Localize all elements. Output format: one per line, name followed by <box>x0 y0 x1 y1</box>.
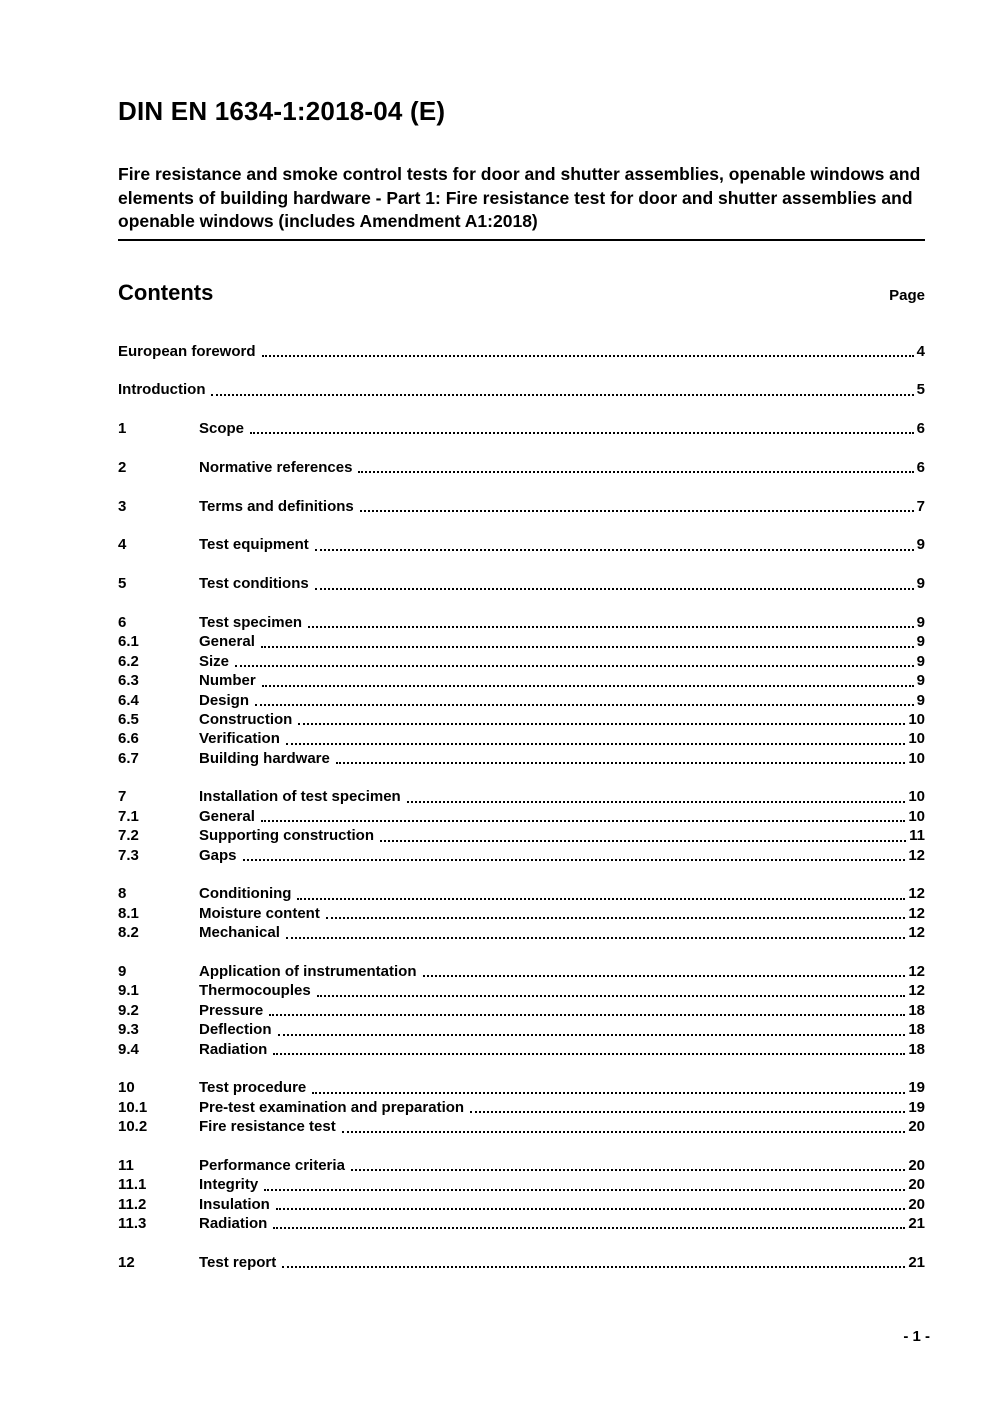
dot-leader <box>380 840 906 842</box>
toc-entry <box>118 1040 925 1059</box>
dot-leader <box>243 859 906 861</box>
toc-entry-number: 11 <box>118 1156 134 1174</box>
toc-entry-number: 9.1 <box>118 982 139 1000</box>
toc-entry-label: Test procedure <box>199 1079 307 1097</box>
dot-leader <box>407 801 906 803</box>
dot-leader <box>235 665 914 667</box>
toc-entry <box>118 962 925 981</box>
toc-entry-label: General <box>199 633 255 651</box>
toc-entry-label: Supporting construction <box>199 827 374 845</box>
toc-entry <box>118 981 925 1000</box>
toc-entry-number: 9.3 <box>118 1021 139 1039</box>
dot-leader <box>326 917 905 919</box>
toc-group <box>118 1156 925 1234</box>
toc-entry <box>118 419 925 438</box>
toc-entry <box>118 923 925 942</box>
toc-entry-number: 10 <box>118 1079 135 1097</box>
dot-leader <box>423 975 906 977</box>
dot-leader <box>276 1208 905 1210</box>
toc-entry <box>118 1214 925 1233</box>
toc-entry-number: 4 <box>118 536 127 554</box>
toc-entry-page: 7 <box>916 497 925 515</box>
toc-entry-page: 18 <box>908 1021 925 1039</box>
dot-leader <box>342 1131 906 1133</box>
toc-entry-page: 19 <box>908 1098 925 1116</box>
toc-group <box>118 1078 925 1136</box>
toc-entry-number: 3 <box>118 497 127 515</box>
toc-entry-label: Thermocouples <box>199 982 311 1000</box>
toc-entry <box>118 826 925 845</box>
toc-group <box>118 962 925 1059</box>
toc-entry <box>118 458 925 477</box>
dot-leader <box>262 355 914 357</box>
toc-entry-label: Test report <box>199 1253 277 1271</box>
toc-entry <box>118 1195 925 1214</box>
toc-group <box>118 458 925 477</box>
toc-entry-page: 18 <box>908 1040 925 1058</box>
toc-entry-label: Application of instrumentation <box>199 963 417 980</box>
toc-entry <box>118 1253 925 1272</box>
toc-entry-number: 6.7 <box>118 749 139 767</box>
toc-entry-page: 20 <box>908 1195 925 1213</box>
toc-entry <box>118 632 925 651</box>
toc-entry-number: 6.5 <box>118 710 139 728</box>
toc-entry <box>118 1020 925 1039</box>
toc-entry-number: 11.1 <box>118 1176 147 1194</box>
toc-entry-number: 5 <box>118 575 127 593</box>
toc-entry <box>118 787 925 806</box>
toc-entry-label: Insulation <box>199 1195 270 1213</box>
toc-entry-label: Installation of test specimen <box>199 788 401 806</box>
toc-entry <box>118 1078 925 1097</box>
toc-entry-number: 6.4 <box>118 691 139 709</box>
toc-entry <box>118 574 925 593</box>
contents-header <box>118 281 925 305</box>
toc-entry-number: 7.1 <box>118 807 139 825</box>
table-of-contents <box>118 342 925 1273</box>
toc-entry-label: Scope <box>199 420 245 438</box>
dot-leader <box>278 1034 906 1036</box>
toc-entry-page: 21 <box>908 1253 925 1271</box>
dot-leader <box>286 743 905 745</box>
toc-entry-page: 11 <box>909 827 925 845</box>
toc-entry-label: Test equipment <box>199 536 309 554</box>
toc-group <box>118 787 925 865</box>
toc-entry-number: 11.2 <box>118 1195 147 1213</box>
toc-entry-page: 10 <box>908 749 925 767</box>
toc-entry-number: 9.2 <box>118 1001 139 1019</box>
toc-entry-label: Design <box>199 691 250 709</box>
dot-leader <box>470 1111 905 1113</box>
toc-entry-label: Performance criteria <box>199 1156 345 1174</box>
dot-leader <box>308 626 914 628</box>
toc-entry-page: 20 <box>908 1176 925 1194</box>
toc-entry-label: Introduction <box>118 381 206 399</box>
toc-entry-label: Deflection <box>199 1021 272 1039</box>
toc-entry-number: 2 <box>118 458 127 476</box>
toc-entry-page: 4 <box>916 342 925 360</box>
contents-heading: Contents <box>118 279 214 305</box>
toc-entry <box>118 807 925 826</box>
toc-entry-page: 18 <box>908 1001 925 1019</box>
standard-number: DIN EN 1634-1:2018-04 (E) <box>118 96 446 126</box>
toc-entry-number: 7.2 <box>118 827 139 845</box>
toc-entry <box>118 535 925 554</box>
dot-leader <box>312 1092 905 1094</box>
dot-leader <box>262 685 914 687</box>
toc-entry-page: 19 <box>908 1079 925 1097</box>
toc-entry-page: 12 <box>908 924 925 942</box>
toc-entry <box>118 1175 925 1194</box>
toc-entry-page: 20 <box>908 1156 925 1174</box>
toc-entry-label: Conditioning <box>199 885 292 903</box>
toc-entry-page: 21 <box>908 1215 925 1233</box>
toc-group <box>118 574 925 593</box>
toc-entry-number: 7.3 <box>118 846 139 864</box>
toc-group <box>118 342 925 361</box>
dot-leader <box>315 549 914 551</box>
toc-entry <box>118 342 925 361</box>
dot-leader <box>273 1227 905 1229</box>
toc-entry-number: 8.1 <box>118 904 139 922</box>
toc-entry <box>118 884 925 903</box>
toc-entry-page: 12 <box>908 982 925 1000</box>
toc-entry-label: Building hardware <box>199 749 330 767</box>
toc-entry-page: 9 <box>916 672 925 690</box>
toc-entry-number: 7 <box>118 788 127 806</box>
toc-entry-page: 9 <box>916 536 925 554</box>
toc-entry-label: Number <box>199 672 256 690</box>
toc-entry <box>118 729 925 748</box>
toc-entry-label: General <box>199 807 255 825</box>
toc-entry-label: European foreword <box>118 342 256 360</box>
toc-entry-page: 20 <box>908 1118 925 1136</box>
toc-entry <box>118 380 925 399</box>
toc-entry-page: 10 <box>908 730 925 748</box>
dot-leader <box>351 1169 905 1171</box>
toc-entry <box>118 1098 925 1117</box>
toc-entry-number: 12 <box>118 1253 135 1271</box>
toc-entry-page: 10 <box>908 710 925 728</box>
toc-entry <box>118 904 925 923</box>
toc-entry-label: Mechanical <box>199 924 280 942</box>
toc-entry <box>118 497 925 516</box>
toc-entry <box>118 1117 925 1136</box>
toc-entry-number: 8.2 <box>118 924 139 942</box>
dot-leader <box>360 510 914 512</box>
toc-entry-page: 10 <box>908 788 925 806</box>
dot-leader <box>273 1053 905 1055</box>
dot-leader <box>269 1014 905 1016</box>
toc-entry <box>118 1001 925 1020</box>
toc-entry-page: 5 <box>916 381 925 399</box>
toc-group <box>118 613 925 768</box>
toc-entry-label: Pressure <box>199 1001 264 1019</box>
toc-entry-number: 11.3 <box>118 1215 147 1233</box>
dot-leader <box>297 898 905 900</box>
toc-entry <box>118 710 925 729</box>
page-column-label: Page <box>889 286 925 304</box>
toc-entry-page: 9 <box>916 613 925 631</box>
toc-entry-label: Terms and definitions <box>199 497 354 515</box>
toc-entry-page: 9 <box>916 575 925 593</box>
toc-entry-number: 6.6 <box>118 730 139 748</box>
toc-entry-label: Verification <box>199 730 280 748</box>
toc-group <box>118 497 925 516</box>
toc-entry-page: 12 <box>908 846 925 864</box>
toc-entry <box>118 691 925 710</box>
toc-entry-label: Test specimen <box>199 613 303 631</box>
dot-leader <box>282 1266 905 1268</box>
toc-group <box>118 419 925 438</box>
toc-entry-page: 12 <box>908 963 925 980</box>
dot-leader <box>261 820 905 822</box>
dot-leader <box>315 588 914 590</box>
toc-entry-label: Radiation <box>199 1215 268 1233</box>
toc-entry-page: 12 <box>908 885 925 903</box>
toc-entry-page: 9 <box>916 633 925 651</box>
toc-entry-number: 9 <box>118 963 127 980</box>
toc-entry-number: 6 <box>118 613 127 631</box>
dot-leader <box>336 762 905 764</box>
toc-entry-number: 6.3 <box>118 672 139 690</box>
toc-entry <box>118 1156 925 1175</box>
dot-leader <box>358 471 913 473</box>
toc-group <box>118 380 925 399</box>
toc-entry-number: 8 <box>118 885 127 903</box>
toc-entry-label: Gaps <box>199 846 237 864</box>
toc-entry-label: Fire resistance test <box>199 1118 336 1136</box>
footer-page-number: - 1 - <box>903 1328 930 1345</box>
document-title: Fire resistance and smoke control tests for door and shutter assemblies, openable windows and elements of building hardware - Part 1: Fire resistance test for door and shutter assemblies and openable windows (includes Amendment A1:2018) <box>118 163 925 241</box>
toc-entry-number: 1 <box>118 420 127 438</box>
toc-entry-number: 9.4 <box>118 1040 139 1058</box>
toc-entry-label: Size <box>199 652 230 670</box>
toc-entry-page: 10 <box>908 807 925 825</box>
toc-entry-label: Pre-test examination and preparation <box>199 1098 465 1116</box>
toc-entry <box>118 846 925 865</box>
dot-leader <box>261 646 914 648</box>
dot-leader <box>298 723 905 725</box>
dot-leader <box>250 432 914 434</box>
toc-entry-label: Integrity <box>199 1176 259 1194</box>
toc-entry-number: 6.1 <box>118 633 139 651</box>
toc-entry-label: Normative references <box>199 458 353 476</box>
toc-group <box>118 535 925 554</box>
toc-entry-label: Construction <box>199 710 293 728</box>
toc-entry-number: 6.2 <box>118 652 139 670</box>
toc-entry-page: 6 <box>916 458 925 476</box>
toc-entry-label: Radiation <box>199 1040 268 1058</box>
toc-entry-page: 12 <box>908 904 925 922</box>
toc-entry-page: 9 <box>916 691 925 709</box>
dot-leader <box>211 394 913 396</box>
toc-entry <box>118 671 925 690</box>
toc-entry-page: 6 <box>916 420 925 438</box>
dot-leader <box>317 995 906 997</box>
toc-entry-number: 10.1 <box>118 1098 148 1116</box>
toc-entry-page: 9 <box>916 652 925 670</box>
toc-entry <box>118 749 925 768</box>
toc-entry <box>118 613 925 632</box>
toc-entry-label: Test conditions <box>199 575 309 593</box>
dot-leader <box>255 704 914 706</box>
toc-entry-number: 10.2 <box>118 1118 148 1136</box>
dot-leader <box>286 937 905 939</box>
toc-entry-label: Moisture content <box>199 904 320 922</box>
toc-entry <box>118 652 925 671</box>
dot-leader <box>264 1189 905 1191</box>
toc-group <box>118 1253 925 1272</box>
toc-group <box>118 884 925 942</box>
